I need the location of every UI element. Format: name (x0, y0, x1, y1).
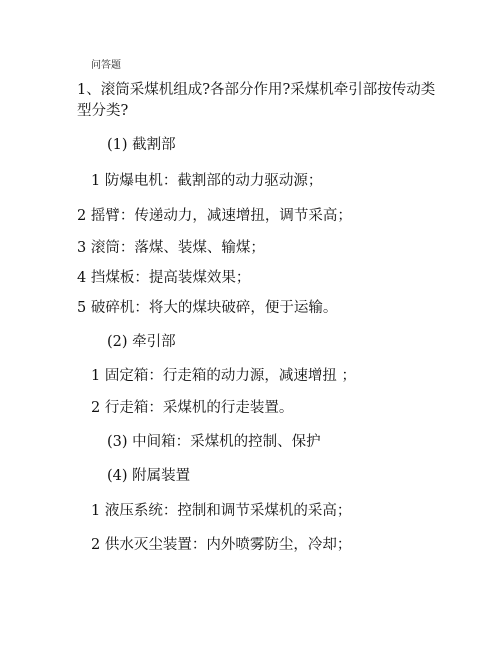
question-line-1: 1、滚筒采煤机组成?各部分作用?采煤机牵引部按传动类 (77, 82, 436, 98)
section-label: 问答题 (91, 60, 121, 71)
list-item: 1 液压系统：控制和调节采煤机的采高； (91, 503, 352, 519)
section-heading-1: (1) 截割部 (107, 137, 176, 153)
list-item: 1 固定箱：行走箱的动力源，减速增扭 ； (91, 368, 356, 384)
question-line-2: 型分类? (77, 103, 129, 119)
section-heading-3: (3) 中间箱：采煤机的控制、保护 (107, 434, 321, 450)
section-heading-2: (2) 牵引部 (107, 334, 176, 350)
list-item: 2 摇臂：传递动力，减速增扭，调节采高； (77, 208, 352, 224)
list-item: 3 滚筒：落煤、装煤、输煤； (77, 240, 265, 256)
list-item: 4 挡煤板：提高装煤效果； (77, 270, 251, 286)
list-item: 1 防爆电机：截割部的动力驱动源； (91, 173, 323, 189)
section-heading-4: (4) 附属装置 (107, 468, 191, 484)
list-item: 5 破碎机：将大的煤块破碎，便于运输。 (77, 300, 338, 316)
list-item: 2 供水灭尘装置：内外喷雾防尘，冷却； (91, 537, 352, 553)
list-item: 2 行走箱：采煤机的行走装置。 (91, 400, 294, 416)
